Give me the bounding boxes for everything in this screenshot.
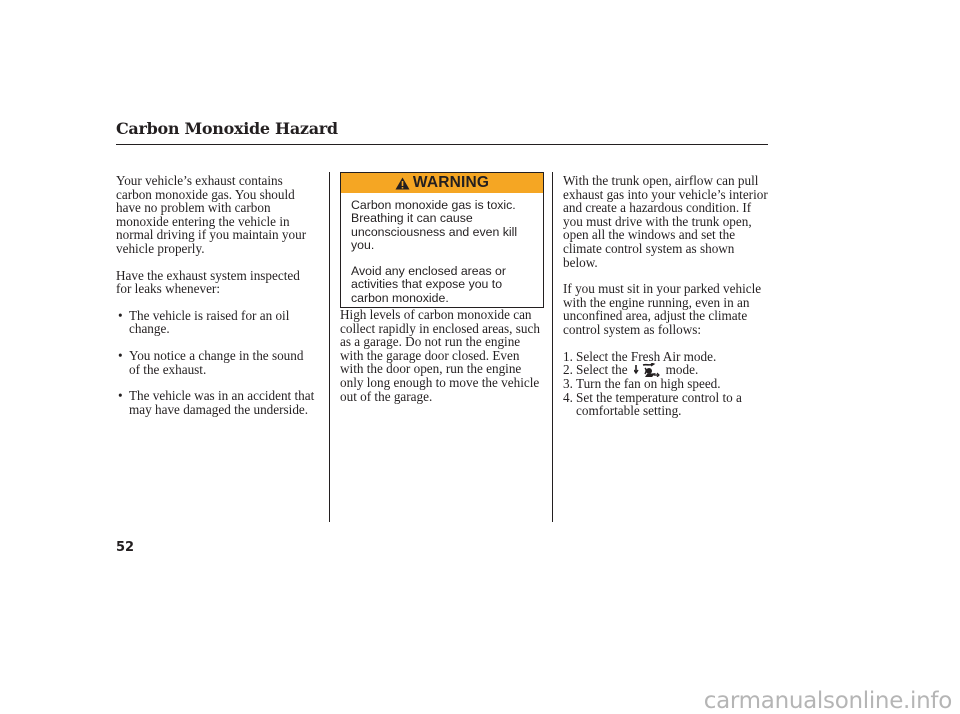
list-item: [563, 377, 769, 391]
garage-paragraph: High levels of carbon monoxide can collect rapidly in enclosed areas, such as a garage. Do not run the engine with the garage door closed. Even with the door open, run the engine only long enough to move the vehicle out of the garage.: [340, 307, 540, 404]
step-text: Set the temperature control to a comfortable setting.: [576, 389, 742, 419]
bullet-icon: •: [118, 347, 123, 363]
column-divider-2: [552, 172, 553, 522]
list-item-text: The vehicle is raised for an oil change.: [129, 307, 290, 337]
warning-body: [341, 193, 543, 305]
warning-box: [340, 172, 544, 308]
list-item: [563, 363, 769, 377]
bullet-icon: •: [118, 388, 123, 404]
list-item-text: The vehicle was in an accident that may have damaged the underside.: [129, 388, 315, 417]
step-text: mode.: [665, 362, 699, 378]
column-1: [116, 174, 316, 416]
column-2: [340, 308, 546, 403]
step-text: Select the: [576, 362, 628, 378]
title-rule: [116, 144, 768, 145]
intro-paragraph: Your vehicle’s exhaust contains carbon monoxide gas. You should have no problem with carbon monoxide entering the vehicle in normal driving if you maintain your vehicle properly.: [116, 173, 307, 256]
column-3: [563, 174, 769, 418]
inspection-paragraph: Have the exhaust system inspected for leaks whenever:: [116, 267, 300, 297]
step-text: Select the Fresh Air mode.: [576, 348, 717, 364]
step-number: 2.: [563, 362, 573, 378]
list-item: [563, 391, 769, 418]
warning-text-2: Avoid any enclosed areas or activities that expose you to carbon monoxide.: [351, 264, 506, 305]
warning-header: [341, 173, 543, 193]
step-number: 4.: [563, 389, 573, 405]
list-item: [116, 389, 316, 416]
watermark: carmanualsonline.info: [703, 688, 952, 714]
bullet-icon: •: [118, 307, 123, 323]
step-text: Turn the fan on high speed.: [576, 376, 721, 392]
list-item: [116, 349, 316, 376]
step-number: 1.: [563, 348, 573, 364]
step-number: 3.: [563, 376, 573, 392]
warning-label: WARNING: [412, 174, 490, 191]
floor-dashboard-vent-mode-icon: [634, 363, 660, 377]
list-item-text: You notice a change in the sound of the exhaust.: [129, 347, 304, 377]
page-number: 52: [116, 540, 135, 555]
list-item: [563, 350, 769, 364]
column-divider-1: [329, 172, 330, 522]
warning-triangle-icon: [395, 177, 410, 190]
steps-list: [563, 350, 769, 418]
list-item: [116, 309, 316, 336]
page-title: Carbon Monoxide Hazard: [116, 119, 338, 138]
parked-paragraph: If you must sit in your parked vehicle with the engine running, even in an unconfined area, adjust the climate control system as follows:: [563, 281, 762, 337]
warning-text-1: Carbon monoxide gas is toxic. Breathing it can cause unconsciousness and even kill you.: [351, 198, 518, 252]
trunk-paragraph: With the trunk open, airflow can pull exhaust gas into your vehicle’s interior and create a hazardous condition. If you must drive with the trunk open, open all the windows and set the climate control system as shown below.: [563, 173, 768, 270]
